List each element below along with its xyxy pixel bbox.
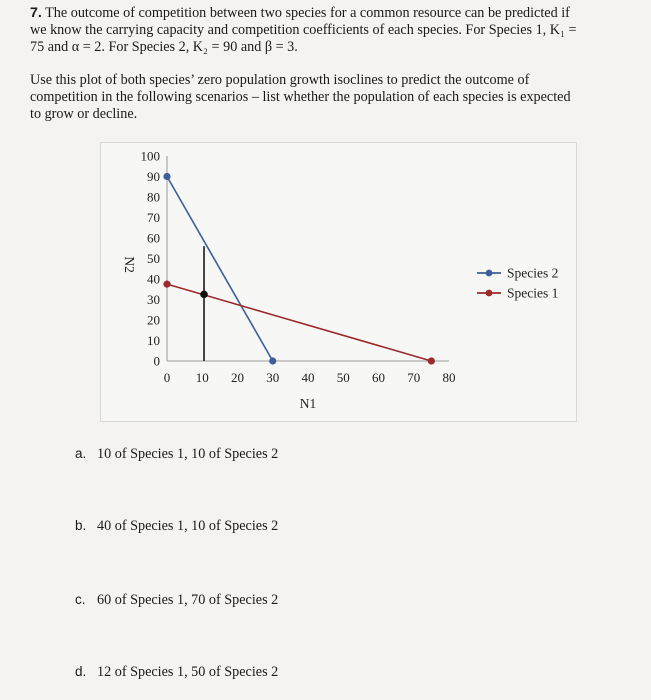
- y-tick-label: 100: [140, 148, 160, 164]
- question-number: 7.: [30, 5, 42, 21]
- x-tick-label: 70: [407, 370, 421, 385]
- question-intro-line-3: 75 and α = 2. For Species 2, K₂ = 90 and β = 3.: [30, 39, 298, 55]
- y-tick-label: 40: [147, 271, 160, 287]
- x-tick-label: 10: [195, 370, 209, 385]
- y-tick-label: 80: [147, 189, 160, 205]
- answer-c: [75, 592, 278, 609]
- instructions-line-3: to grow or decline.: [30, 106, 138, 122]
- y-tick-label: 60: [147, 230, 160, 246]
- y-tick-label: 50: [147, 251, 160, 266]
- isocline-endpoint-marker: [428, 357, 435, 364]
- x-tick-label: 50: [336, 370, 350, 385]
- legend-label: Species 2: [507, 265, 559, 281]
- y-tick-label: 30: [147, 292, 160, 307]
- instructions-line-2: competition in the following scenarios – list whether the population of each species is expected: [30, 89, 571, 105]
- x-tick-label: 80: [442, 370, 456, 385]
- isocline-plot: [100, 142, 577, 422]
- answer-text: 40 of Species 1, 10 of Species 2: [97, 518, 279, 534]
- isocline-endpoint-marker: [269, 357, 276, 364]
- isocline-endpoint-marker: [163, 173, 170, 180]
- answer-letter: b.: [75, 518, 87, 533]
- question-intro-line-2: we know the carrying capacity and competition coefficients of each species. For Species 1, K₁ =: [30, 22, 577, 38]
- y-tick-label: 0: [153, 353, 160, 369]
- isocline-endpoint-marker: [163, 281, 170, 288]
- y-tick-label: 90: [147, 169, 160, 184]
- answer-b: [75, 518, 278, 535]
- x-tick-label: 0: [163, 370, 171, 385]
- answer-text: 12 of Species 1, 50 of Species 2: [97, 664, 279, 680]
- answer-letter: a.: [75, 446, 87, 461]
- x-tick-label: 60: [372, 370, 385, 385]
- answer-a: [75, 446, 278, 463]
- x-tick-label: 20: [231, 370, 244, 385]
- question-instructions: [30, 72, 630, 123]
- legend-swatch-marker: [486, 270, 493, 277]
- question-intro: [30, 5, 630, 56]
- x-axis-label: N1: [299, 396, 317, 411]
- isocline-chart-svg: [101, 143, 576, 421]
- answer-text: 10 of Species 1, 10 of Species 2: [97, 446, 279, 462]
- answer-letter: d.: [75, 664, 87, 679]
- legend-label: Species 1: [507, 285, 559, 301]
- answer-d: [75, 664, 278, 681]
- answer-text: 60 of Species 1, 70 of Species 2: [97, 592, 279, 608]
- y-axis-label: N2: [122, 256, 137, 273]
- answer-letter: c.: [75, 592, 86, 607]
- x-tick-label: 30: [266, 370, 280, 385]
- intersection-marker: [200, 291, 208, 299]
- isocline-line-1: [167, 177, 273, 362]
- instructions-line-1: Use this plot of both species’ zero population growth isoclines to predict the outcome of: [30, 72, 530, 88]
- legend-swatch-marker: [486, 290, 493, 297]
- y-tick-label: 70: [147, 210, 160, 225]
- question-intro-line-1: The outcome of competition between two species for a common resource can be predicted if: [45, 5, 570, 21]
- y-tick-label: 20: [147, 312, 160, 328]
- x-tick-label: 40: [301, 370, 315, 385]
- y-tick-label: 10: [147, 333, 160, 348]
